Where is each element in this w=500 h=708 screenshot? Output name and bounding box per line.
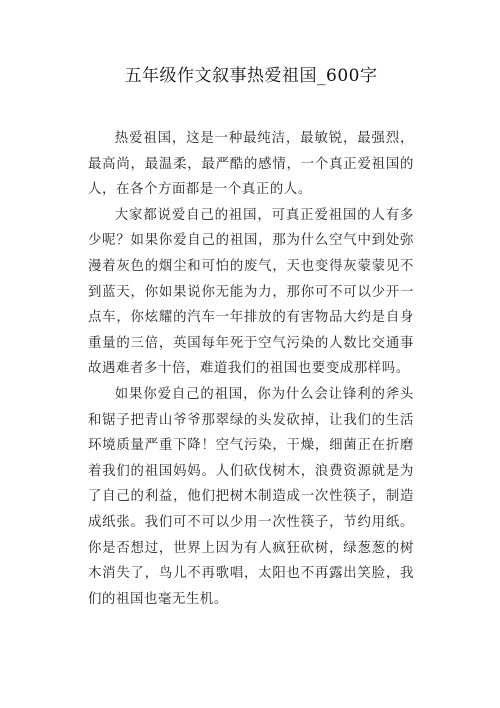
paragraph-2: 大家都说爱自己的祖国，可真正爱祖国的人有多少呢？如果你爱自己的祖国，那为什么空气中到处弥漫着灰色的烟尘和可怕的废气，天也变得灰蒙蒙见不到蓝天，你如果说你无能为力，那你可不可以少开一点车，你炫耀的汽车一年排放的有害物品大约是自身重量的三倍，英国每年死于空气污染的人数比交通事故遇难者多十倍，难道我们的祖国也要变成那样吗。 <box>88 207 414 377</box>
paragraph-1: 热爱祖国，这是一种最纯洁，最敏锐，最强烈，最高尚，最温柔，最严酷的感情，一个真正爱祖国的人，在各个方面都是一个真正的人。 <box>88 131 414 198</box>
document-body <box>88 126 414 612</box>
document-title: 五年级作文叙事热爱祖国_600字 <box>124 66 378 86</box>
paragraph-3: 如果你爱自己的祖国，你为什么会让锋利的斧头和锯子把青山爷爷那翠绿的头发砍掉，让我们的生活环境质量严重下降！空气污染，干燥，细菌正在折磨着我们的祖国妈妈。人们砍伐树木，浪费资源就是为了自己的利益，他们把树木制造成一次性筷子，制造成纸张。我们可不可以少用一次性筷子，节约用纸。你是否想过，世界上因为有人疯狂砍树，绿葱葱的树木消失了，鸟儿不再歌唱，太阳也不再露出笑脸，我们的祖国也毫无生机。 <box>88 386 414 607</box>
